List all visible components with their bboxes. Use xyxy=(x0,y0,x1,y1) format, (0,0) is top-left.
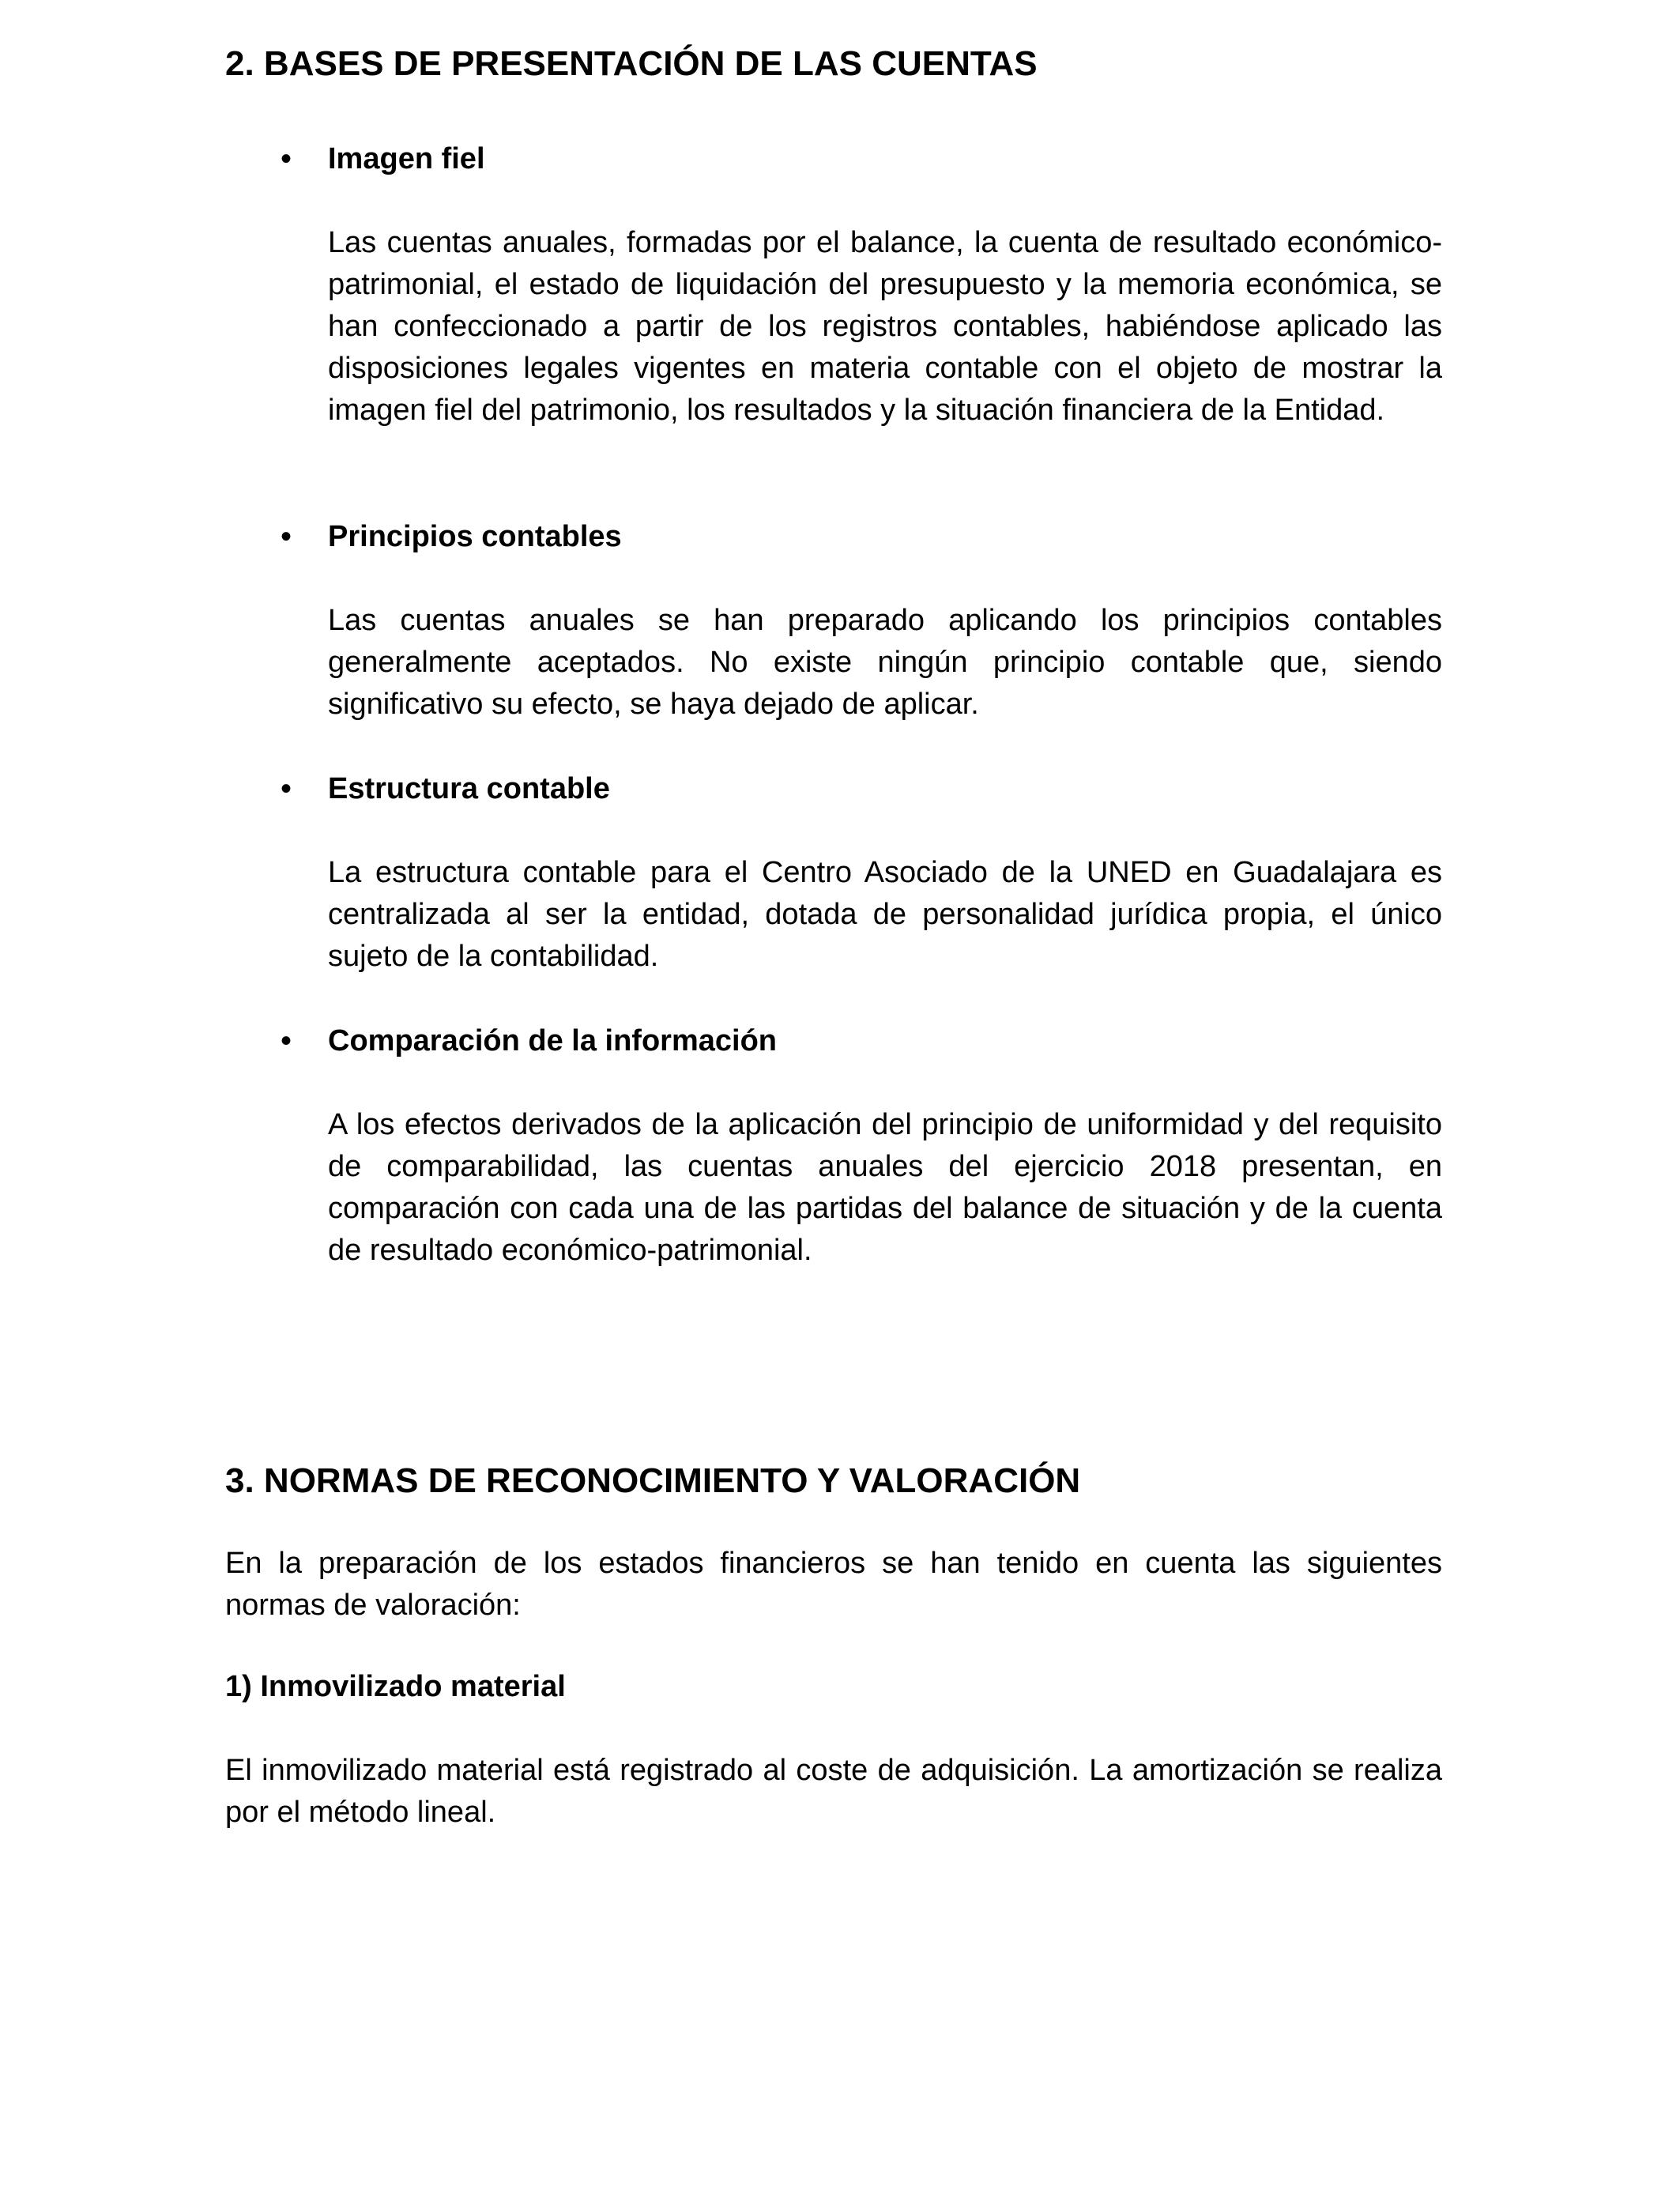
subsection-paragraph: El inmovilizado material está registrado al coste de adquisición. La amortización se realiza por el método lineal. xyxy=(225,1754,1442,1829)
bullet-heading: Estructura contable xyxy=(328,772,610,805)
bullet-icon: • xyxy=(281,1023,292,1058)
bullet-icon: • xyxy=(281,519,292,554)
section-3-intro: En la preparación de los estados financieros se han tenido en cuenta las siguientes normas de valoración: xyxy=(225,1547,1442,1622)
bullet-icon: • xyxy=(281,141,292,176)
bullet-heading: Principios contables xyxy=(328,520,622,553)
bullet-icon: • xyxy=(281,771,292,806)
bullet-paragraph: La estructura contable para el Centro Asociado de la UNED en Guadalajara es centralizada al ser la entidad, dotada de personalidad jurídica propia, el único sujeto de la contabilidad. xyxy=(328,856,1442,973)
bullet-heading: Imagen fiel xyxy=(328,142,485,175)
bullet-paragraph: A los efectos derivados de la aplicación del principio de uniformidad y del requisito de comparabilidad, las cuentas anuales del ejercicio 2018 presentan, en comparación con cada una de las partidas del balance de situación y de la cuenta de resultado económico-patrimonial. xyxy=(328,1108,1442,1267)
section-3-title: 3. NORMAS DE RECONOCIMIENTO Y VALORACIÓN xyxy=(225,1461,1081,1500)
bullet-heading: Comparación de la información xyxy=(328,1024,777,1057)
section-2-title: 2. BASES DE PRESENTACIÓN DE LAS CUENTAS xyxy=(225,44,1038,83)
bullet-paragraph: Las cuentas anuales se han preparado aplicando los principios contables generalmente aceptados. No existe ningún principio contable que, siendo significativo su efecto, se haya dejado de aplicar. xyxy=(328,604,1442,721)
subsection-heading: 1) Inmovilizado material xyxy=(225,1670,566,1703)
bullet-paragraph: Las cuentas anuales, formadas por el balance, la cuenta de resultado económico-patrimonial, el estado de liquidación del presupuesto y la memoria económica, se han confeccionado a partir de los registros contables, habiéndose aplicado las disposiciones legales vigentes en materia contable con el objeto de mostrar la imagen fiel del patrimonio, los resultados y la situación financiera de la Entidad. xyxy=(328,226,1442,427)
